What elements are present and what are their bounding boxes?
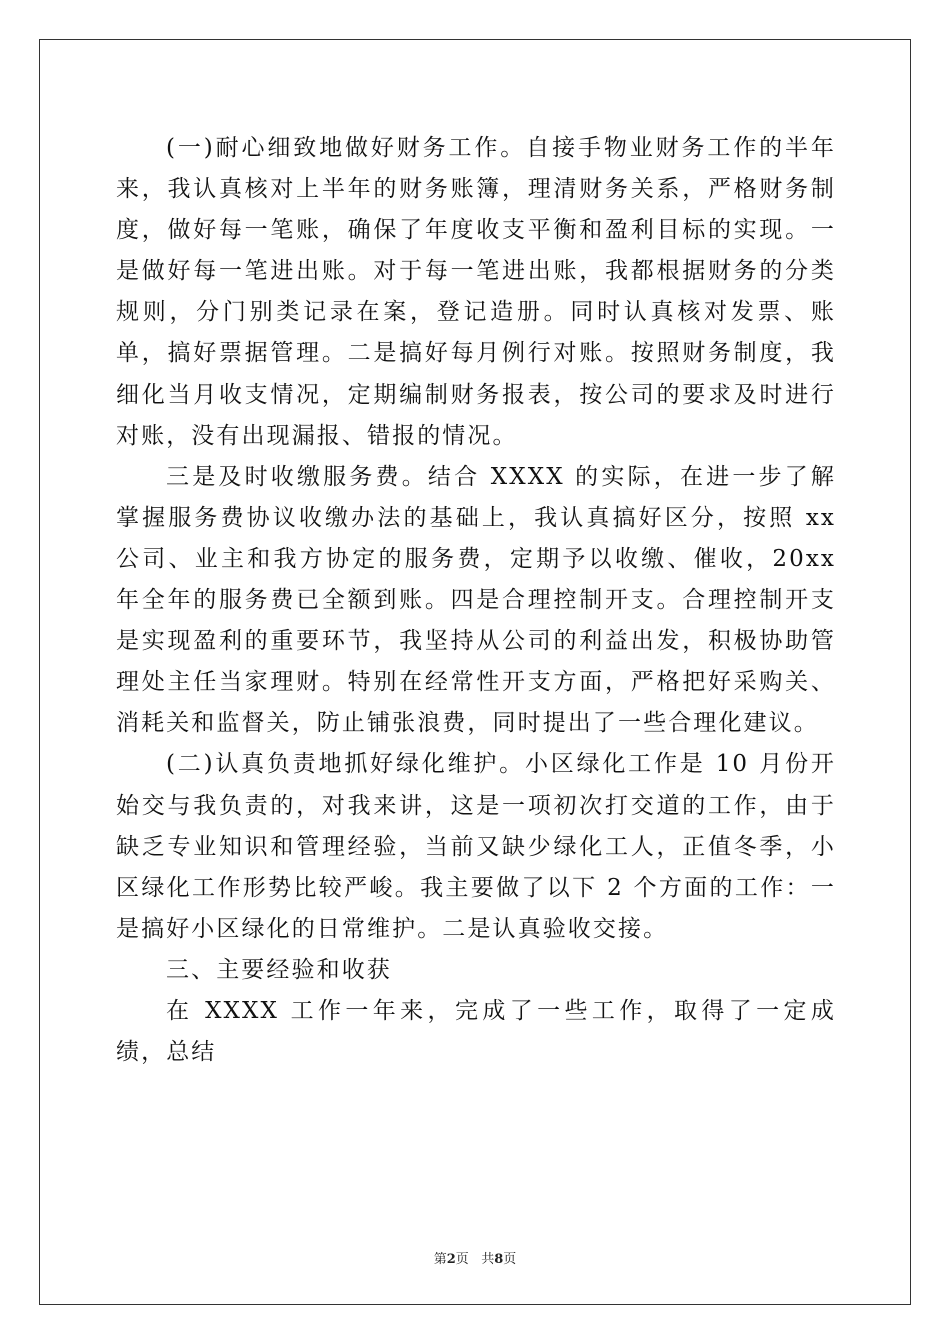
paragraph-summary: 在 XXXX 工作一年来，完成了一些工作，取得了一定成绩，总结	[116, 997, 836, 1066]
paragraph-greening: (二)认真负责地抓好绿化维护。小区绿化工作是 10 月份开始交与我负责的，对我来讲，这是一项初次打交道的工作，由于缺乏专业知识和管理经验，当前又缺少绿化工人，正值冬季，小区绿化工作形势比较严峻。我主要做了以下 2 个方面的工作：一是搞好小区绿化的日常维护。二是认真验收交接。	[116, 751, 836, 942]
total-pages: 8	[494, 1252, 504, 1267]
page-number: 2	[446, 1252, 456, 1267]
page-prefix: 第	[433, 1252, 447, 1267]
page-suffix: 页	[455, 1252, 469, 1267]
total-prefix: 共	[481, 1252, 495, 1267]
paragraph-service-fee: 三是及时收缴服务费。结合 XXXX 的实际，在进一步了解掌握服务费协议收缴办法的基础上，我认真搞好区分，按照 xx 公司、业主和我方协定的服务费，定期予以收缴、催收，20xx 年全年的服务费已全额到账。四是合理控制开支。合理控制开支是实现盈利的重要环节，我坚持从公司的利益出发，积极协助管理处主任当家理财。特别在经常性开支方面，严格把好采购关、消耗关和监督关，防止铺张浪费，同时提出了一些合理化建议。	[116, 463, 836, 737]
page-footer	[0, 1248, 950, 1267]
section-heading: 三、主要经验和收获	[166, 956, 392, 983]
total-suffix: 页	[503, 1252, 517, 1267]
paragraph-finance-work: (一)耐心细致地做好财务工作。自接手物业财务工作的半年来，我认真核对上半年的财务账簿，理清财务关系，严格财务制度，做好每一笔账，确保了年度收支平衡和盈利目标的实现。一是做好每一笔进出账。对于每一笔进出账，我都根据财务的分类规则，分门别类记录在案，登记造册。同时认真核对发票、账单，搞好票据管理。二是搞好每月例行对账。按照财务制度，我细化当月收支情况，定期编制财务报表，按公司的要求及时进行对账，没有出现漏报、错报的情况。	[116, 135, 836, 449]
document-body	[116, 128, 836, 1073]
